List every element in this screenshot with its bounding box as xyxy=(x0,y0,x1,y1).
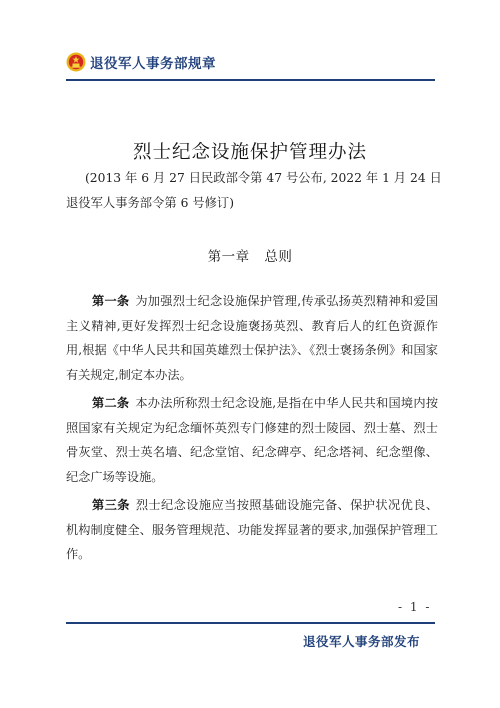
chapter-name: 总则 xyxy=(264,249,293,265)
article-number: 第一条 xyxy=(92,294,130,308)
article-number: 第三条 xyxy=(92,498,130,512)
page-number: - 1 - xyxy=(398,600,432,614)
article-text: 烈士纪念设施应当按照基础设施完备、保护状况优良、机构制度健全、服务管理规范、功能发挥显著的要求,加强保护管理工作。 xyxy=(66,498,439,561)
article-number: 第二条 xyxy=(92,396,130,410)
footer-divider xyxy=(66,622,435,624)
header-divider xyxy=(66,79,435,81)
footer-publisher: 退役军人事务部发布 xyxy=(303,634,421,649)
chapter-number: 第一章 xyxy=(207,249,250,265)
header-title: 退役军人事务部规章 xyxy=(90,56,216,72)
article-2 xyxy=(66,391,438,489)
national-emblem-icon xyxy=(66,52,86,72)
revision-note: (2013 年 6 月 27 日民政部令第 47 号公布, 2022 年 1 月 24 日退役军人事务部令第 6 号修订) xyxy=(66,171,442,210)
article-text: 为加强烈士纪念设施保护管理,传承弘扬英烈精神和爱国主义精神,更好发挥烈士纪念设施褒扬英烈、教育后人的红色资源作用,根据《中华人民共和国英雄烈士保护法》、《烈士褒扬条例》和国家有关规定,制定本办法。 xyxy=(66,294,439,382)
document-title: 烈士纪念设施保护管理办法 xyxy=(132,142,367,163)
chapter-heading xyxy=(0,245,500,265)
page-header xyxy=(66,52,216,72)
articles-list xyxy=(66,289,438,571)
article-1 xyxy=(66,289,438,387)
article-text: 本办法所称烈士纪念设施,是指在中华人民共和国境内按照国家有关规定为纪念缅怀英烈专门修建的烈士陵园、烈士墓、烈士骨灰堂、烈士英名墙、纪念堂馆、纪念碑亭、纪念塔祠、纪念塑像、纪念广场等设施。 xyxy=(66,396,439,484)
article-3 xyxy=(66,493,438,567)
